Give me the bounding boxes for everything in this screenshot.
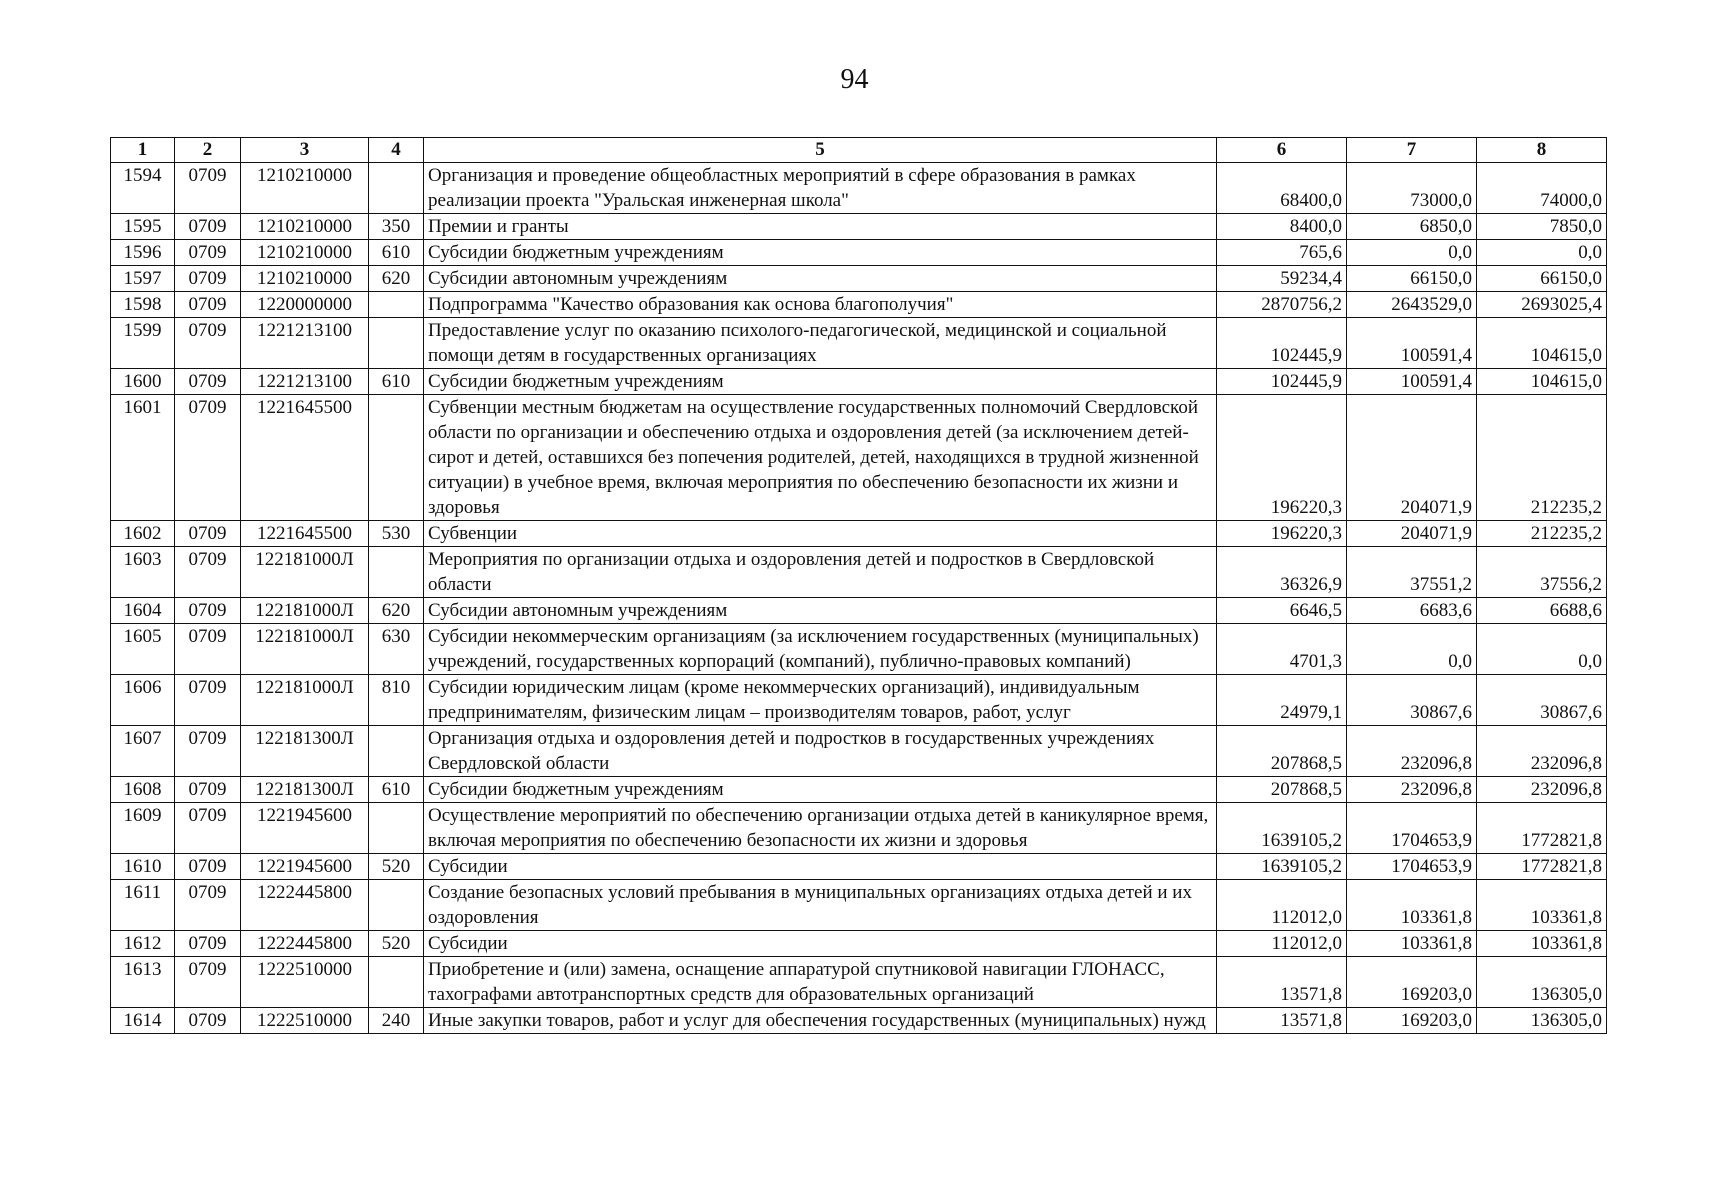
table-row [111, 957, 1607, 1008]
description-cell: Организация отдыха и оздоровления детей и подростков в государственных учреждениях Свердловской области [424, 726, 1217, 777]
row-number-cell: 1611 [111, 880, 175, 931]
section-code-cell: 0709 [175, 163, 241, 214]
section-code-cell: 0709 [175, 369, 241, 395]
amount-col6-cell: 2870756,2 [1217, 292, 1347, 318]
section-code-cell: 0709 [175, 292, 241, 318]
table-row [111, 1008, 1607, 1034]
row-number-cell: 1598 [111, 292, 175, 318]
table-header-row [111, 138, 1607, 163]
amount-col6-cell: 68400,0 [1217, 163, 1347, 214]
amount-col7-cell: 103361,8 [1347, 931, 1477, 957]
row-number-cell: 1604 [111, 598, 175, 624]
amount-col8-cell: 232096,8 [1477, 726, 1607, 777]
row-number-cell: 1595 [111, 214, 175, 240]
target-code-cell: 122181000Л [241, 547, 369, 598]
amount-col6-cell: 4701,3 [1217, 624, 1347, 675]
target-code-cell: 1221213100 [241, 369, 369, 395]
table-row [111, 266, 1607, 292]
expense-kind-cell: 620 [369, 266, 424, 292]
amount-col7-cell: 103361,8 [1347, 880, 1477, 931]
target-code-cell: 1221945600 [241, 854, 369, 880]
amount-col8-cell: 0,0 [1477, 240, 1607, 266]
amount-col6-cell: 102445,9 [1217, 318, 1347, 369]
description-cell: Субсидии автономным учреждениям [424, 598, 1217, 624]
expense-kind-cell [369, 957, 424, 1008]
section-code-cell: 0709 [175, 957, 241, 1008]
table-row [111, 624, 1607, 675]
amount-col7-cell: 0,0 [1347, 240, 1477, 266]
amount-col6-cell: 765,6 [1217, 240, 1347, 266]
column-header: 3 [241, 138, 369, 163]
target-code-cell: 1222510000 [241, 957, 369, 1008]
column-header: 6 [1217, 138, 1347, 163]
section-code-cell: 0709 [175, 880, 241, 931]
amount-col7-cell: 169203,0 [1347, 1008, 1477, 1034]
amount-col6-cell: 196220,3 [1217, 395, 1347, 521]
expense-kind-cell: 620 [369, 598, 424, 624]
expense-kind-cell [369, 547, 424, 598]
expense-kind-cell [369, 880, 424, 931]
section-code-cell: 0709 [175, 598, 241, 624]
column-header: 8 [1477, 138, 1607, 163]
amount-col8-cell: 1772821,8 [1477, 803, 1607, 854]
amount-col6-cell: 1639105,2 [1217, 803, 1347, 854]
amount-col6-cell: 112012,0 [1217, 931, 1347, 957]
target-code-cell: 122181000Л [241, 598, 369, 624]
section-code-cell: 0709 [175, 726, 241, 777]
row-number-cell: 1613 [111, 957, 175, 1008]
target-code-cell: 122181000Л [241, 624, 369, 675]
amount-col8-cell: 136305,0 [1477, 1008, 1607, 1034]
description-cell: Подпрограмма "Качество образования как основа благополучия" [424, 292, 1217, 318]
description-cell: Субсидии бюджетным учреждениям [424, 777, 1217, 803]
amount-col8-cell: 136305,0 [1477, 957, 1607, 1008]
amount-col6-cell: 196220,3 [1217, 521, 1347, 547]
target-code-cell: 1221945600 [241, 803, 369, 854]
expense-kind-cell: 520 [369, 931, 424, 957]
amount-col7-cell: 1704653,9 [1347, 854, 1477, 880]
expense-kind-cell: 610 [369, 777, 424, 803]
section-code-cell: 0709 [175, 931, 241, 957]
amount-col8-cell: 232096,8 [1477, 777, 1607, 803]
expense-kind-cell [369, 163, 424, 214]
description-cell: Субвенции [424, 521, 1217, 547]
row-number-cell: 1599 [111, 318, 175, 369]
amount-col8-cell: 2693025,4 [1477, 292, 1607, 318]
target-code-cell: 1220000000 [241, 292, 369, 318]
amount-col7-cell: 204071,9 [1347, 521, 1477, 547]
row-number-cell: 1606 [111, 675, 175, 726]
amount-col8-cell: 103361,8 [1477, 880, 1607, 931]
description-cell: Субсидии [424, 931, 1217, 957]
table-row [111, 598, 1607, 624]
row-number-cell: 1603 [111, 547, 175, 598]
column-header: 7 [1347, 138, 1477, 163]
amount-col6-cell: 13571,8 [1217, 1008, 1347, 1034]
section-code-cell: 0709 [175, 521, 241, 547]
description-cell: Субсидии [424, 854, 1217, 880]
expense-kind-cell: 530 [369, 521, 424, 547]
amount-col7-cell: 100591,4 [1347, 369, 1477, 395]
description-cell: Субсидии бюджетным учреждениям [424, 369, 1217, 395]
description-cell: Мероприятия по организации отдыха и оздоровления детей и подростков в Свердловской области [424, 547, 1217, 598]
amount-col7-cell: 66150,0 [1347, 266, 1477, 292]
section-code-cell: 0709 [175, 214, 241, 240]
description-cell: Иные закупки товаров, работ и услуг для обеспечения государственных (муниципальных) нужд [424, 1008, 1217, 1034]
expense-kind-cell: 810 [369, 675, 424, 726]
row-number-cell: 1608 [111, 777, 175, 803]
section-code-cell: 0709 [175, 318, 241, 369]
amount-col6-cell: 36326,9 [1217, 547, 1347, 598]
row-number-cell: 1594 [111, 163, 175, 214]
amount-col8-cell: 104615,0 [1477, 369, 1607, 395]
table-row [111, 777, 1607, 803]
target-code-cell: 1210210000 [241, 214, 369, 240]
amount-col8-cell: 1772821,8 [1477, 854, 1607, 880]
amount-col8-cell: 6688,6 [1477, 598, 1607, 624]
description-cell: Премии и гранты [424, 214, 1217, 240]
amount-col7-cell: 0,0 [1347, 624, 1477, 675]
table-row [111, 547, 1607, 598]
column-header: 2 [175, 138, 241, 163]
amount-col7-cell: 232096,8 [1347, 726, 1477, 777]
description-cell: Создание безопасных условий пребывания в муниципальных организациях отдыха детей и их оздоровления [424, 880, 1217, 931]
amount-col8-cell: 104615,0 [1477, 318, 1607, 369]
table-row [111, 369, 1607, 395]
amount-col6-cell: 13571,8 [1217, 957, 1347, 1008]
amount-col8-cell: 74000,0 [1477, 163, 1607, 214]
page-number: 94 [840, 64, 869, 95]
expense-kind-cell: 610 [369, 369, 424, 395]
expense-kind-cell [369, 726, 424, 777]
amount-col7-cell: 2643529,0 [1347, 292, 1477, 318]
amount-col7-cell: 30867,6 [1347, 675, 1477, 726]
amount-col7-cell: 6850,0 [1347, 214, 1477, 240]
amount-col6-cell: 112012,0 [1217, 880, 1347, 931]
amount-col6-cell: 207868,5 [1217, 777, 1347, 803]
amount-col8-cell: 7850,0 [1477, 214, 1607, 240]
amount-col7-cell: 1704653,9 [1347, 803, 1477, 854]
row-number-cell: 1602 [111, 521, 175, 547]
expense-kind-cell: 520 [369, 854, 424, 880]
target-code-cell: 122181300Л [241, 726, 369, 777]
amount-col7-cell: 37551,2 [1347, 547, 1477, 598]
description-cell: Субсидии юридическим лицам (кроме некоммерческих организаций), индивидуальным предпринимателям, физическим лицам – производителям товаров, работ, услуг [424, 675, 1217, 726]
section-code-cell: 0709 [175, 547, 241, 598]
row-number-cell: 1596 [111, 240, 175, 266]
target-code-cell: 1222445800 [241, 880, 369, 931]
section-code-cell: 0709 [175, 624, 241, 675]
target-code-cell: 1221645500 [241, 521, 369, 547]
target-code-cell: 1222510000 [241, 1008, 369, 1034]
target-code-cell: 122181000Л [241, 675, 369, 726]
amount-col6-cell: 59234,4 [1217, 266, 1347, 292]
expense-kind-cell [369, 292, 424, 318]
amount-col7-cell: 169203,0 [1347, 957, 1477, 1008]
target-code-cell: 1221213100 [241, 318, 369, 369]
amount-col6-cell: 6646,5 [1217, 598, 1347, 624]
table-row [111, 803, 1607, 854]
description-cell: Субсидии бюджетным учреждениям [424, 240, 1217, 266]
amount-col8-cell: 212235,2 [1477, 395, 1607, 521]
amount-col6-cell: 102445,9 [1217, 369, 1347, 395]
amount-col8-cell: 0,0 [1477, 624, 1607, 675]
table-row [111, 675, 1607, 726]
target-code-cell: 122181300Л [241, 777, 369, 803]
column-header: 1 [111, 138, 175, 163]
target-code-cell: 1222445800 [241, 931, 369, 957]
table-row [111, 880, 1607, 931]
section-code-cell: 0709 [175, 395, 241, 521]
row-number-cell: 1612 [111, 931, 175, 957]
amount-col7-cell: 73000,0 [1347, 163, 1477, 214]
table-row [111, 726, 1607, 777]
row-number-cell: 1609 [111, 803, 175, 854]
row-number-cell: 1601 [111, 395, 175, 521]
table-row [111, 214, 1607, 240]
amount-col7-cell: 232096,8 [1347, 777, 1477, 803]
description-cell: Приобретение и (или) замена, оснащение аппаратурой спутниковой навигации ГЛОНАСС, тахографами автотранспортных средств для образовательных организаций [424, 957, 1217, 1008]
expense-kind-cell [369, 318, 424, 369]
amount-col8-cell: 30867,6 [1477, 675, 1607, 726]
section-code-cell: 0709 [175, 675, 241, 726]
table-row [111, 395, 1607, 521]
table-row [111, 931, 1607, 957]
table-row [111, 163, 1607, 214]
amount-col6-cell: 8400,0 [1217, 214, 1347, 240]
description-cell: Субсидии некоммерческим организациям (за исключением государственных (муниципальных) учреждений, государственных корпораций (компаний), публично-правовых компаний) [424, 624, 1217, 675]
description-cell: Предоставление услуг по оказанию психолого-педагогической, медицинской и социальной помощи детям в государственных организациях [424, 318, 1217, 369]
row-number-cell: 1605 [111, 624, 175, 675]
amount-col7-cell: 6683,6 [1347, 598, 1477, 624]
row-number-cell: 1614 [111, 1008, 175, 1034]
section-code-cell: 0709 [175, 803, 241, 854]
table-row [111, 854, 1607, 880]
amount-col7-cell: 100591,4 [1347, 318, 1477, 369]
target-code-cell: 1210210000 [241, 240, 369, 266]
section-code-cell: 0709 [175, 1008, 241, 1034]
table-row [111, 240, 1607, 266]
amount-col8-cell: 37556,2 [1477, 547, 1607, 598]
amount-col6-cell: 1639105,2 [1217, 854, 1347, 880]
amount-col8-cell: 212235,2 [1477, 521, 1607, 547]
expense-kind-cell: 240 [369, 1008, 424, 1034]
column-header: 5 [424, 138, 1217, 163]
expense-kind-cell: 350 [369, 214, 424, 240]
target-code-cell: 1210210000 [241, 163, 369, 214]
table-row [111, 292, 1607, 318]
expense-kind-cell [369, 395, 424, 521]
column-header: 4 [369, 138, 424, 163]
target-code-cell: 1221645500 [241, 395, 369, 521]
amount-col8-cell: 103361,8 [1477, 931, 1607, 957]
row-number-cell: 1600 [111, 369, 175, 395]
target-code-cell: 1210210000 [241, 266, 369, 292]
description-cell: Осуществление мероприятий по обеспечению организации отдыха детей в каникулярное время, включая мероприятия по обеспечению безопасности их жизни и здоровья [424, 803, 1217, 854]
section-code-cell: 0709 [175, 854, 241, 880]
table-row [111, 521, 1607, 547]
amount-col6-cell: 24979,1 [1217, 675, 1347, 726]
description-cell: Субвенции местным бюджетам на осуществление государственных полномочий Свердловской области по организации и обеспечению отдыха и оздоровления детей (за исключением детей-сирот и детей, оставшихся без попечения родителей, детей, находящихся в трудной жизненной ситуации) в учебное время, включая мероприятия по обеспечению безопасности их жизни и здоровья [424, 395, 1217, 521]
amount-col8-cell: 66150,0 [1477, 266, 1607, 292]
section-code-cell: 0709 [175, 777, 241, 803]
expense-kind-cell: 610 [369, 240, 424, 266]
row-number-cell: 1610 [111, 854, 175, 880]
description-cell: Организация и проведение общеобластных мероприятий в сфере образования в рамках реализации проекта "Уральская инженерная школа" [424, 163, 1217, 214]
row-number-cell: 1607 [111, 726, 175, 777]
expense-kind-cell: 630 [369, 624, 424, 675]
amount-col7-cell: 204071,9 [1347, 395, 1477, 521]
section-code-cell: 0709 [175, 240, 241, 266]
description-cell: Субсидии автономным учреждениям [424, 266, 1217, 292]
amount-col6-cell: 207868,5 [1217, 726, 1347, 777]
budget-table [110, 137, 1607, 1034]
expense-kind-cell [369, 803, 424, 854]
section-code-cell: 0709 [175, 266, 241, 292]
row-number-cell: 1597 [111, 266, 175, 292]
table-body [111, 163, 1607, 1034]
table-row [111, 318, 1607, 369]
